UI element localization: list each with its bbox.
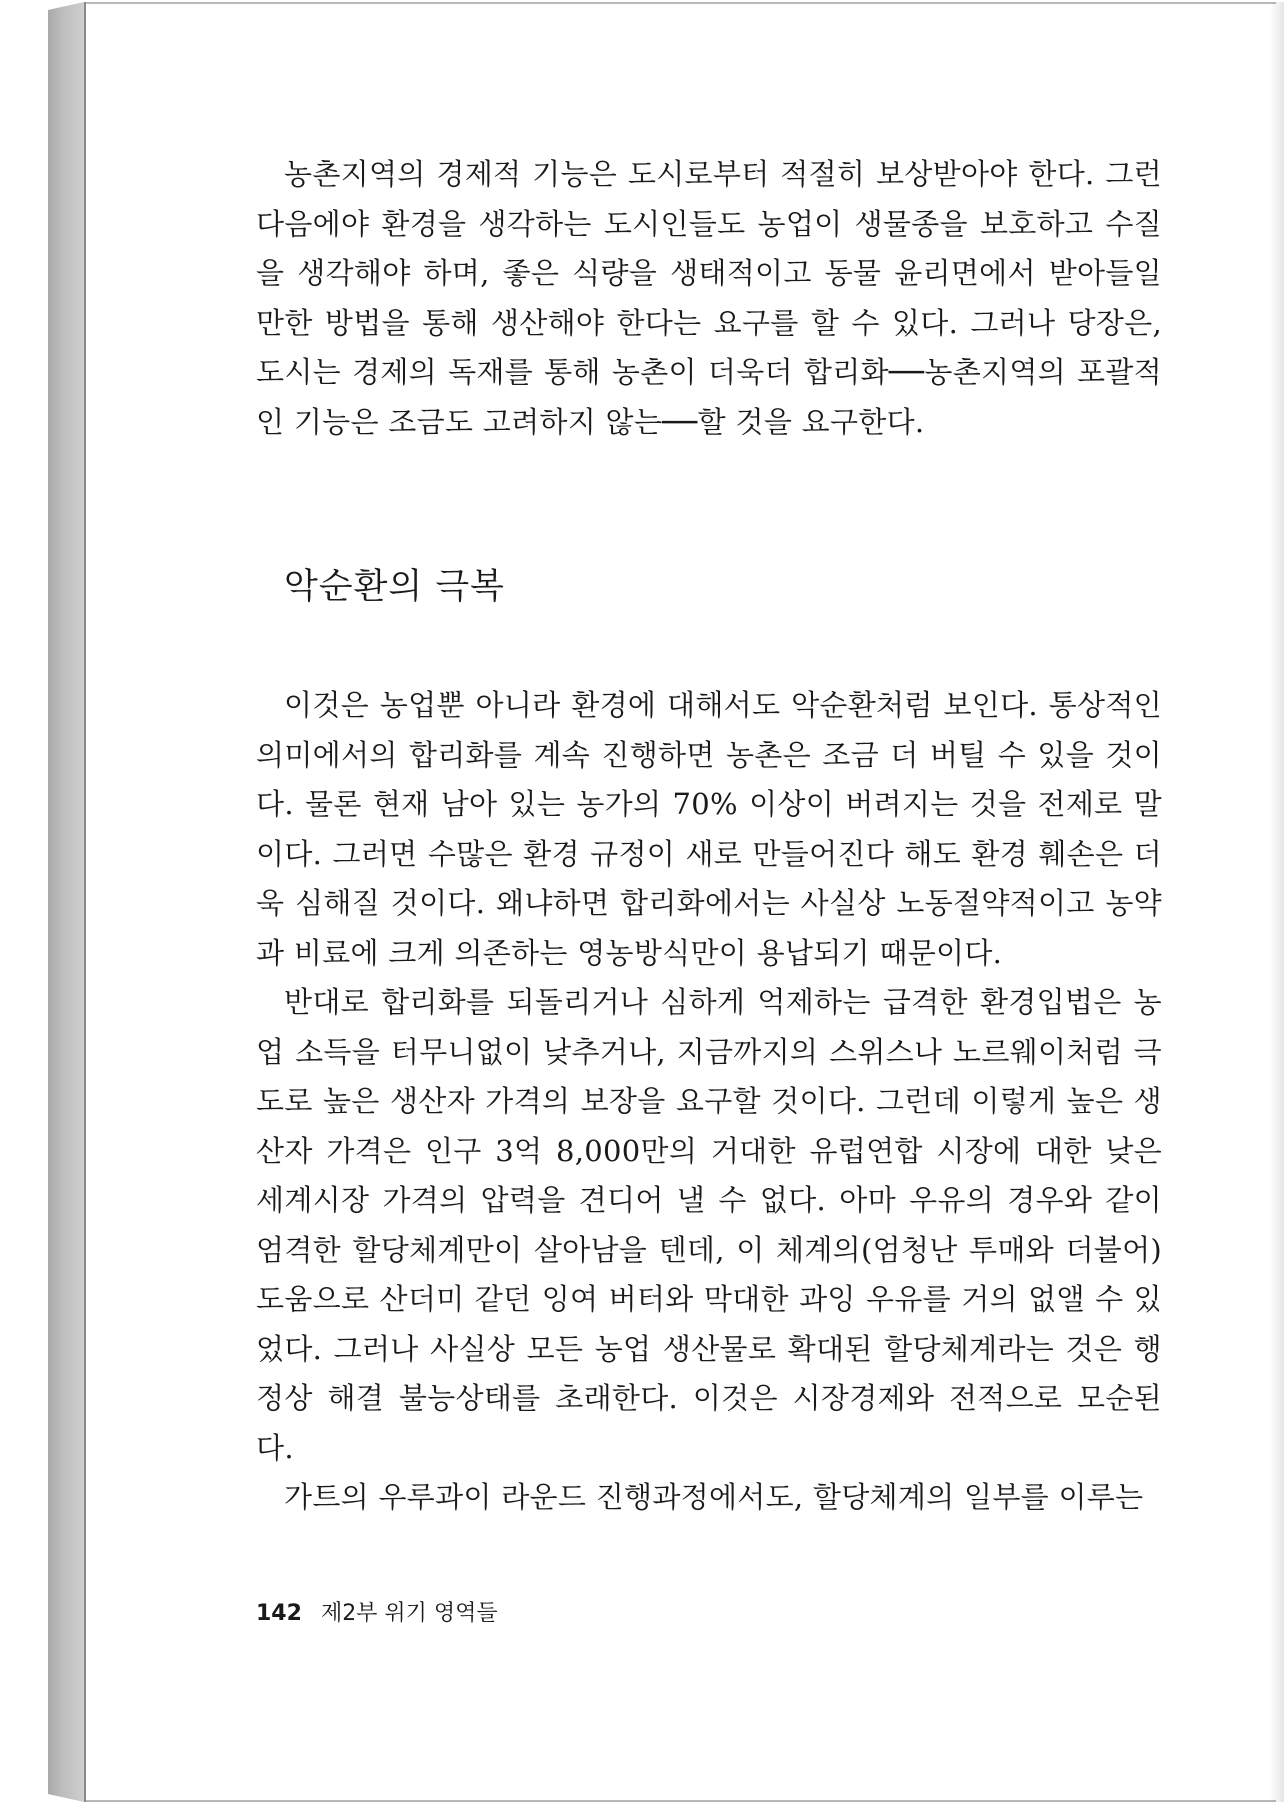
page-body xyxy=(256,150,1162,1523)
paragraph-rural-compensation: 농촌지역의 경제적 기능은 도시로부터 적절히 보상받아야 한다. 그런 다음에야 환경을 생각하는 도시인들도 농업이 생물종을 보호하고 수질을 생각해야 하며, 좋은 식량을 생태적이고 동물 윤리면에서 받아들일 만한 방법을 통해 생산해야 한다는 요구를 할 수 있다. 그러나 당장은, 도시는 경제의 독재를 통해 농촌이 더욱더 합리화──농촌지역의 포괄적인 기능은 조금도 고려하지 않는──할 것을 요구한다. xyxy=(256,157,1162,439)
book-spine xyxy=(48,2,84,1802)
page-edge-shadow xyxy=(1270,2,1284,1802)
section-heading: 악순환의 극복 xyxy=(284,567,505,607)
paragraph-vicious-circle: 이것은 농업뿐 아니라 환경에 대해서도 악순환처럼 보인다. 통상적인 의미에서의 합리화를 계속 진행하면 농촌은 조금 더 버틸 수 있을 것이다. 물론 현재 남아 있는 농가의 70% 이상이 버려지는 것을 전제로 말이다. 그러면 수많은 환경 규정이 새로 만들어진다 해도 환경 훼손은 더욱 심해질 것이다. 왜냐하면 합리화에서는 사실상 노동절약적이고 농약과 비료에 크게 의존하는 영농방식만이 용납되기 때문이다. xyxy=(256,688,1162,970)
page-footer xyxy=(256,1596,498,1627)
page-number: 142 xyxy=(256,1601,302,1626)
paragraph-environmental-legislation: 반대로 합리화를 되돌리거나 심하게 억제하는 급격한 환경입법은 농업 소득을 터무니없이 낮추거나, 지금까지의 스위스나 노르웨이처럼 극도로 높은 생산자 가격의 보장을 요구할 것이다. 그런데 이렇게 높은 생산자 가격은 인구 3억 8,000만의 거대한 유럽연합 시장에 대한 낮은 세계시장 가격의 압력을 견디어 낼 수 없다. 아마 우유의 경우와 같이 엄격한 할당체계만이 살아남을 텐데, 이 체계의(엄청난 투매와 더불어) 도움으로 산더미 같던 잉여 버터와 막대한 과잉 우유를 거의 없앨 수 있었다. 그러나 사실상 모든 농업 생산물로 확대된 할당체계라는 것은 행정상 해결 불능상태를 초래한다. 이것은 시장경제와 전적으로 모순된다. xyxy=(256,985,1162,1465)
paragraph-gatt-uruguay-round: 가트의 우루과이 라운드 진행과정에서도, 할당체계의 일부를 이루는 xyxy=(284,1480,1144,1514)
running-title: 제2부 위기 영역들 xyxy=(320,1601,498,1626)
